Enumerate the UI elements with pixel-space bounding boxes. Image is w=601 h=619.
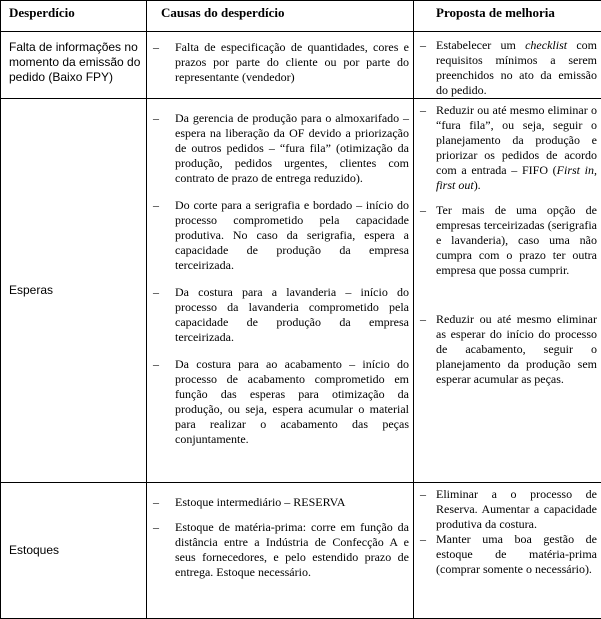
causes-cell — [147, 483, 414, 619]
category-cell: Esperas — [1, 99, 147, 483]
cause-item: – Estoque de matéria-prima: corre em função da distância entre a Indústria de Confecção A e seus fornecedores, e pelo estendido prazo de entrega. Estoque necessário. — [147, 520, 413, 580]
proposal-cell — [414, 483, 601, 619]
proposal-cell — [414, 32, 601, 99]
causes-cell — [147, 32, 414, 99]
table-row — [1, 32, 601, 99]
category-cell: Falta de informações no momento da emissão do pedido (Baixo FPY) — [1, 32, 147, 99]
proposal-item: – Reduzir ou até mesmo eliminar as esperar do início do processo de acabamento, seguir o planejamento da produção sem esperar acumular as peças. — [414, 312, 601, 387]
cause-item: – Estoque intermediário – RESERVA — [147, 495, 413, 510]
header-proposal: Proposta de melhoria — [414, 1, 601, 32]
table-row — [1, 99, 601, 483]
header-row — [1, 1, 601, 32]
cause-item: – Da gerencia de produção para o almoxarifado – espera na liberação da OF devido a priorização de outros pedidos – “fura fila” (otimização da produção, pedidos urgentes, clientes com contrato de prazo de entrega reduzido). — [147, 111, 413, 186]
header-causes: Causas do desperdício — [147, 1, 414, 32]
proposal-item: – Eliminar a o processo de Reserva. Aumentar a capacidade produtiva da costura. — [414, 487, 601, 532]
proposal-item: – Reduzir ou até mesmo eliminar o “fura fila”, ou seja, seguir o planejamento da produção e priorizar os pedidos de acordo com a entrada – FIFO (First in, first out). — [414, 103, 601, 193]
proposal-item: – Ter mais de uma opção de empresas terceirizadas (serigrafia e lavanderia), caso uma não cumpra com o prazo ter outra empresa que possa cumprir. — [414, 203, 601, 278]
category-cell: Estoques — [1, 483, 147, 619]
table-row — [1, 483, 601, 619]
header-waste: Desperdício — [1, 1, 147, 32]
proposal-cell — [414, 99, 601, 483]
cause-item: – Da costura para ao acabamento – início do processo de acabamento comprometido em função das esperas para otimização da produção, ou seja, espera acumular o material para realizar o acabamento das peças conjuntamente. — [147, 357, 413, 447]
cause-item: – Do corte para a serigrafia e bordado – início do processo comprometido pela capacidade produtiva. No caso da serigrafia, espera a capacidade de produção da empresa terceirizada. — [147, 198, 413, 273]
proposal-item: – Estabelecer um checklist com requisitos mínimos a serem preenchidos no ato da emissão do pedido. — [414, 38, 601, 98]
cause-item: – Da costura para a lavanderia – início do processo da lavanderia comprometido pela capacidade de produção da empresa terceirizada. — [147, 285, 413, 345]
causes-cell — [147, 99, 414, 483]
proposal-item: – Manter uma boa gestão de estoque de matéria-prima (comprar somente o necessário). — [414, 532, 601, 577]
cause-item: – Falta de especificação de quantidades, cores e prazos por parte do cliente ou por parte do representante (vendedor) — [147, 40, 413, 85]
